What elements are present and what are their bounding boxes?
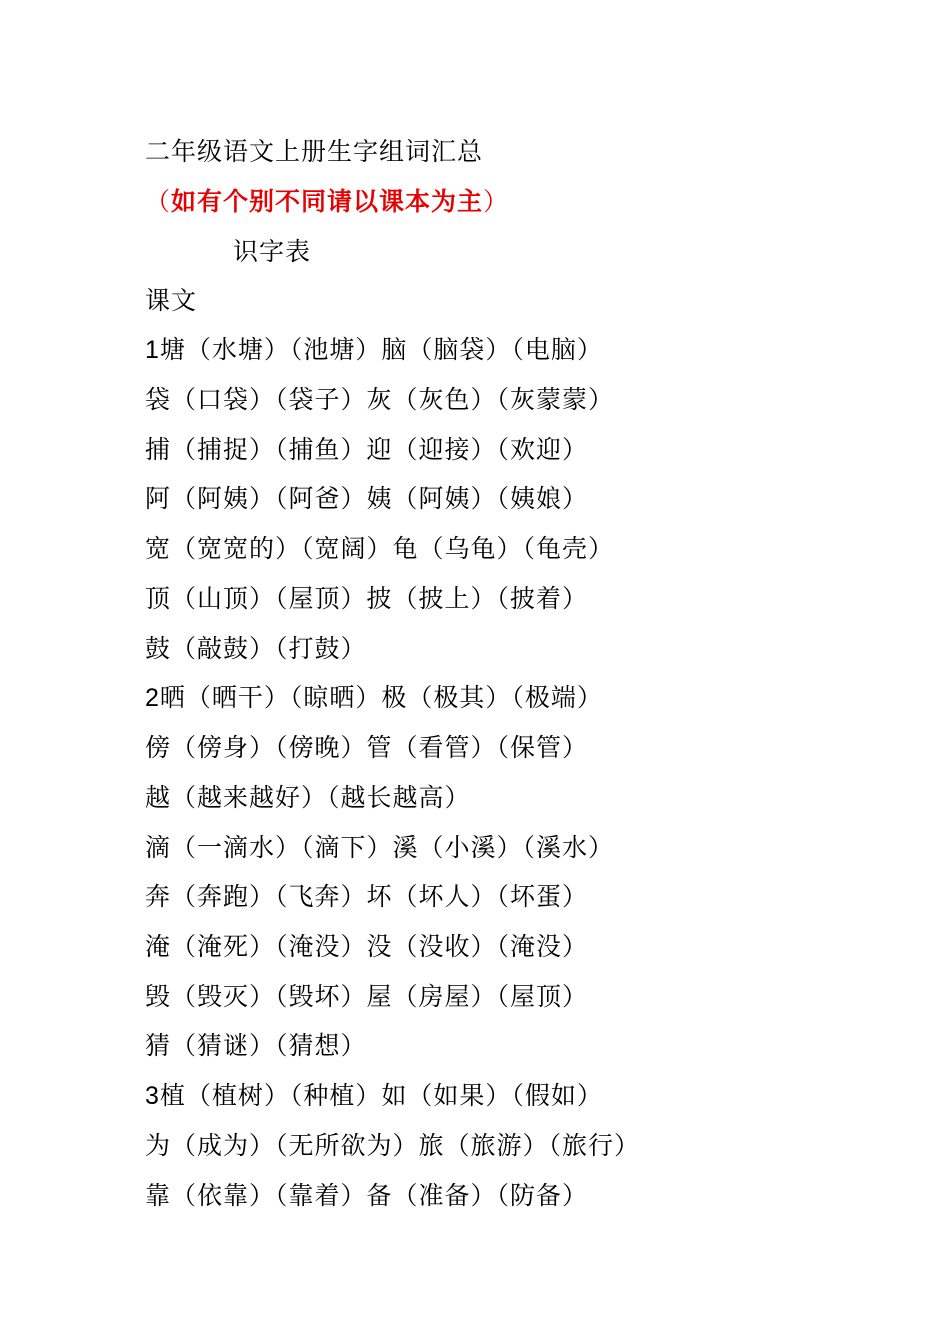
word-line-text: 奔（奔跑）（飞奔）坏（坏人）（坏蛋） [145,882,589,911]
note-text: 如有个别不同请以课本为主 [171,187,484,216]
lesson-number: 2 [145,684,160,712]
word-line-text: 捕（捕捉）（捕鱼）迎（迎接）（欢迎） [145,435,589,464]
word-line [145,482,588,516]
word-line-text: 袋（口袋）（袋子）灰（灰色）（灰蒙蒙） [145,385,615,414]
document-title: 二年级语文上册生字组词汇总 [145,137,484,166]
word-line [145,333,603,367]
lesson-number: 1 [145,336,160,364]
subsection-heading: 课文 [145,286,198,315]
word-line-text: 晒（晒干）（晾晒）极（极其）（极端） [159,683,603,712]
section-heading: 识字表 [233,237,312,266]
note-open-paren: （ [145,187,172,216]
word-line [145,433,588,467]
word-line-text: 阿（阿姨）（阿爸）姨（阿姨）（姨娘） [145,484,589,513]
word-line-text: 滴（一滴水）（滴下）溪（小溪）（溪水） [145,833,615,862]
word-line [145,632,367,666]
word-line-text: 傍（傍身）（傍晚）管（看管）（保管） [145,733,589,762]
word-line [145,681,603,715]
word-line [145,383,614,417]
word-line [145,731,588,765]
word-line-text: 猜（猜谜）（猜想） [145,1031,367,1060]
word-line [145,532,614,566]
word-line-text: 毁（毁灭）（毁坏）屋（房屋）（屋顶） [145,982,589,1011]
word-line-text: 淹（淹死）（淹没）没（没收）（淹没） [145,932,589,961]
word-line [145,582,588,616]
word-line [145,980,588,1014]
lesson-number: 3 [145,1082,160,1110]
word-line-text: 植（植树）（种植）如（如果）（假如） [159,1081,603,1110]
word-line-text: 塘（水塘）（池塘）脑（脑袋）（电脑） [159,335,603,364]
word-line-text: 鼓（敲鼓）（打鼓） [145,634,367,663]
word-line [145,1129,640,1163]
word-line [145,930,588,964]
word-line-text: 顶（山顶）（屋顶）披（披上）（披着） [145,584,589,613]
word-line-text: 宽（宽宽的）（宽阔）龟（乌龟）（龟壳） [145,534,615,563]
word-line [145,1079,603,1113]
word-line [145,831,614,865]
word-line-text: 靠（依靠）（靠着）备（准备）（防备） [145,1181,589,1210]
word-line [145,1179,588,1213]
note-line [145,185,509,219]
note-close-paren: ） [483,187,510,216]
word-line-text: 为（成为）（无所欲为）旅（旅游）（旅行） [145,1131,641,1160]
word-line [145,880,588,914]
word-line-text: 越（越来越好）（越长越高） [145,783,471,812]
word-line [145,781,471,815]
word-line [145,1029,367,1063]
